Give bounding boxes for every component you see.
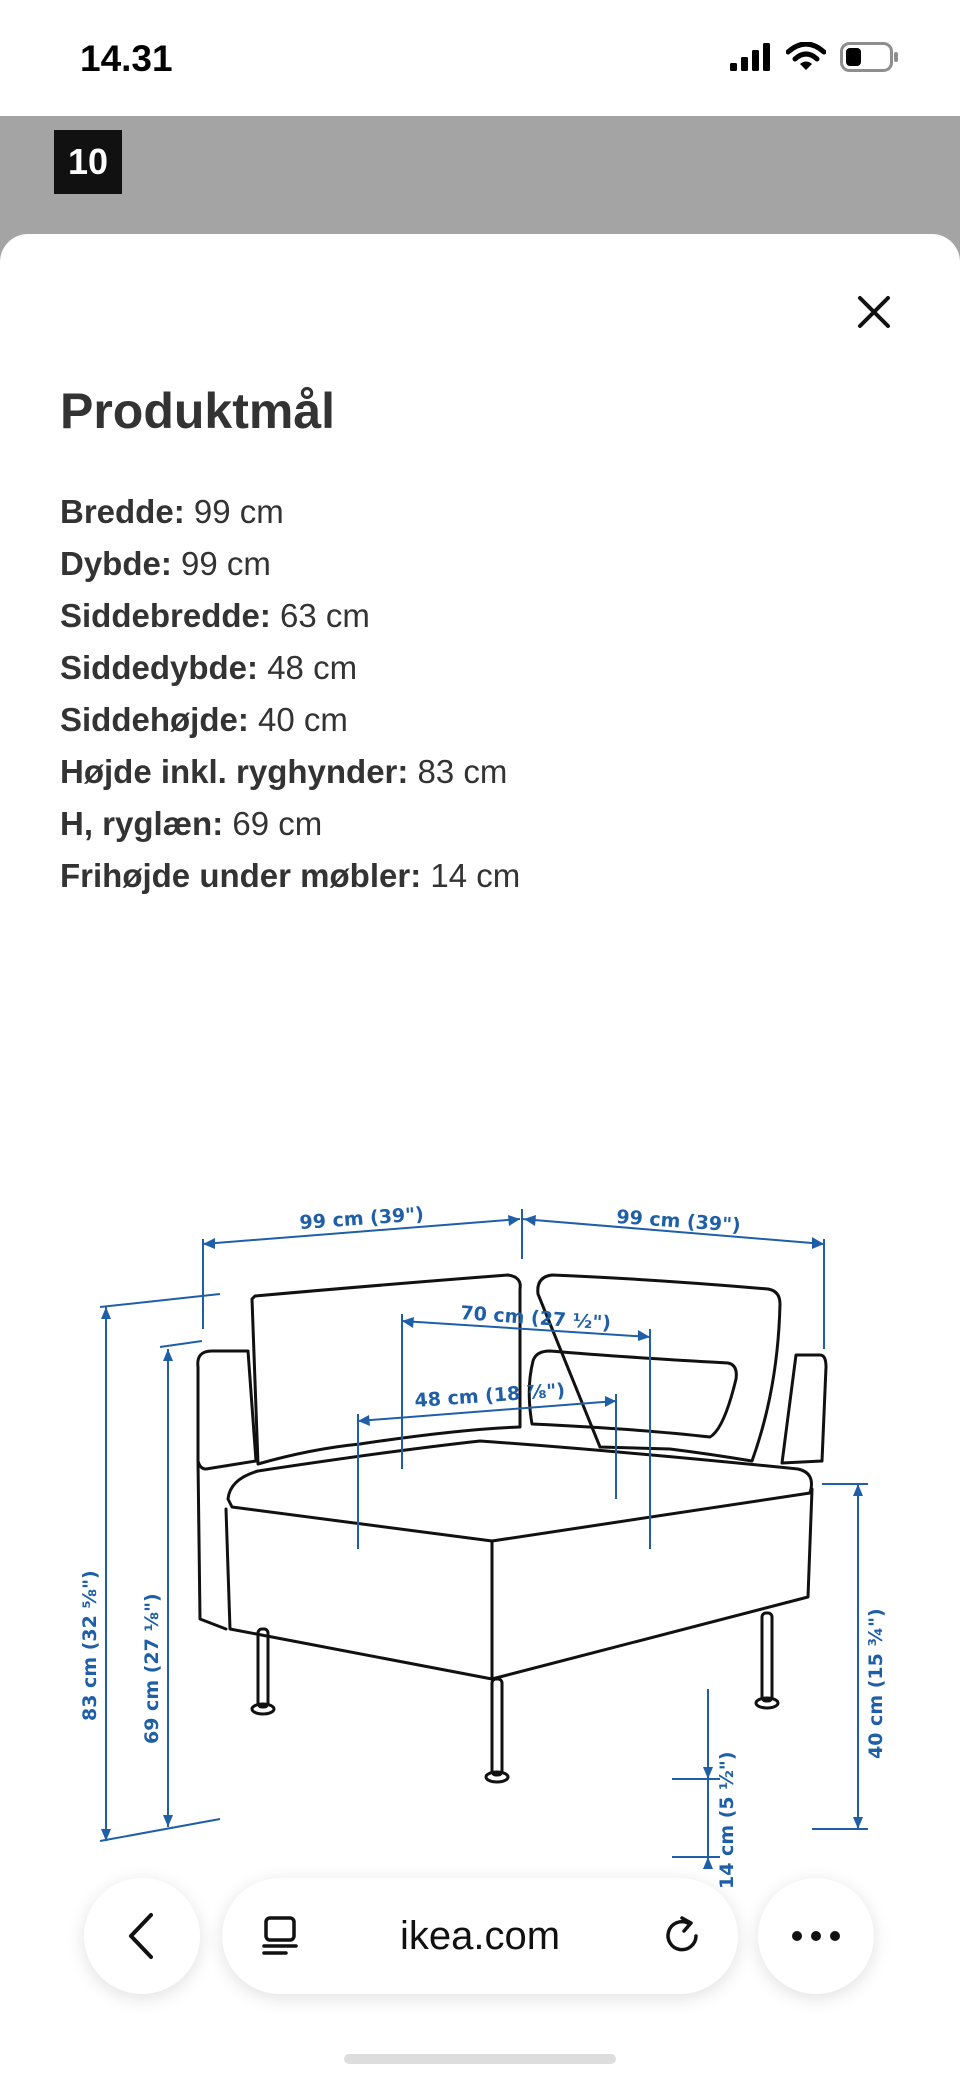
dimension-row [60, 798, 520, 850]
dimension-value: 69 cm [223, 805, 323, 842]
more-button[interactable] [758, 1878, 874, 1994]
dimension-value: 99 cm [171, 545, 271, 582]
seat-depth-label: 48 cm (18 ⅞") [413, 1379, 566, 1412]
dimension-value: 40 cm [248, 701, 348, 738]
signal-icon [730, 43, 772, 71]
dimension-diagram [60, 1089, 910, 1929]
chevron-left-icon [125, 1911, 159, 1961]
dimension-value: 83 cm [408, 753, 508, 790]
reload-icon[interactable] [660, 1914, 704, 1958]
back-button[interactable] [84, 1878, 200, 1994]
status-time: 14.31 [80, 38, 173, 79]
dimension-row [60, 694, 520, 746]
browser-toolbar [0, 1868, 960, 1998]
tabs-icon[interactable] [260, 1914, 300, 1958]
more-icon [791, 1930, 841, 1942]
page-badge: 10 [54, 130, 122, 194]
dimension-label: Siddehøjde: [60, 701, 249, 738]
total-height-label: 83 cm (32 ⅝") [79, 1570, 101, 1721]
dimension-label: Dybde: [60, 545, 172, 582]
dimension-value: 14 cm [421, 857, 521, 894]
dimension-label: Siddebredde: [60, 597, 271, 634]
close-button[interactable] [836, 274, 912, 350]
dimension-label: Siddedybde: [60, 649, 259, 686]
width-right-label: 99 cm (39") [615, 1206, 742, 1237]
sofa-illustration [198, 1275, 826, 1782]
dimension-value: 99 cm [184, 493, 284, 530]
dimension-label: Frihøjde under møbler: [60, 857, 422, 894]
home-indicator [344, 2054, 616, 2064]
dimension-row [60, 746, 520, 798]
width-left-label: 99 cm (39") [298, 1203, 425, 1234]
dimension-value: 48 cm [258, 649, 358, 686]
seat-height-label: 40 cm (15 ¾") [865, 1608, 887, 1759]
address-bar[interactable] [222, 1878, 738, 1994]
wifi-icon [786, 42, 826, 72]
sheet-title: Produktmål [60, 383, 336, 439]
dimension-row [60, 486, 520, 538]
dimension-row [60, 850, 520, 902]
dimension-list [60, 486, 520, 902]
dimension-label: H, ryglæn: [60, 805, 224, 842]
dimension-row [60, 590, 520, 642]
dimension-label: Bredde: [60, 493, 185, 530]
url-text: ikea.com [399, 1913, 561, 1958]
battery-icon [840, 42, 900, 72]
dimension-row [60, 538, 520, 590]
product-dimensions-sheet [0, 234, 960, 2078]
dimension-row [60, 642, 520, 694]
dimension-label: Højde inkl. ryghynder: [60, 753, 409, 790]
close-icon [857, 295, 891, 329]
status-icons [730, 42, 900, 72]
seat-width-label: 70 cm (27 ½") [459, 1302, 612, 1335]
back-height-label: 69 cm (27 ⅛") [141, 1593, 163, 1744]
status-bar [0, 0, 960, 116]
dimension-value: 63 cm [270, 597, 370, 634]
clearance-label: 14 cm (5 ½") [716, 1751, 738, 1889]
